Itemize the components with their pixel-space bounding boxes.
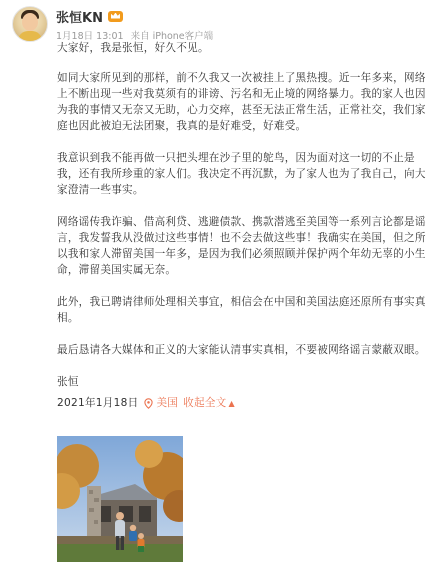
- name-row: [56, 8, 123, 24]
- avatar-face: [22, 13, 38, 31]
- photo-image: [57, 436, 183, 562]
- paragraph: 大家好，我是张恒，好久不见。: [57, 42, 209, 54]
- post-header: [12, 6, 432, 42]
- post-content: [57, 40, 435, 411]
- caret-up-icon: ▲: [228, 398, 235, 408]
- location-link[interactable]: 美国: [156, 397, 179, 409]
- user-name[interactable]: 张恒KN: [56, 10, 103, 26]
- avatar-body: [18, 31, 42, 42]
- avatar[interactable]: [12, 6, 48, 42]
- location-pin-icon: [144, 398, 153, 409]
- paragraph: 我意识到我不能再做一只把头埋在沙子里的鸵鸟，因为面对这一切的不止是我，还有我所珍重的家人们。我决定不再沉默，为了家人也为了我自己，向大家澄清一些事实。: [57, 152, 426, 196]
- paragraph: 如同大家所见到的那样，前不久我又一次被挂上了黑热搜。近一年多来，网络上不断出现一些对我莫须有的诽谤、污名和无止境的网络暴力。我的家人也因为我的事情又无奈又无助，心力交瘁，甚至无法正常生活，正常社交，我们家庭也因此被迫无法团聚，我真的是好难受，好难受。: [57, 72, 426, 132]
- vip-crown-icon: [108, 11, 123, 22]
- collapse-text-link[interactable]: [183, 395, 235, 412]
- post-source: 来自 iPhone客户端: [130, 31, 214, 42]
- post-date[interactable]: 1月18日 13:01: [56, 31, 124, 42]
- paragraph: 最后恳请各大媒体和正义的大家能认清事实真相，不要被网络谣言蒙蔽双眼。: [57, 344, 426, 356]
- sign-date-row: [57, 395, 435, 411]
- signature: 张恒: [57, 376, 79, 388]
- post-photo[interactable]: [57, 436, 183, 562]
- paragraph: 此外，我已聘请律师处理相关事宜，相信会在中国和美国法庭还原所有事实真相。: [57, 296, 426, 324]
- paragraph: 网络谣传我诈骗、借高利贷、逃避债款、携款潜逃至美国等一系列言论都是谣言，我发誓我从没做过这些事情！也不会去做这些事！我确实在美国，但之所以我和家人滞留美国一年多，是因为我们必须照顾并保护两个年幼无辜的小生命，滞留美国实属无奈。: [57, 216, 426, 276]
- sign-date: 2021年1月18日: [57, 397, 139, 409]
- collapse-label: 收起全文: [183, 396, 227, 409]
